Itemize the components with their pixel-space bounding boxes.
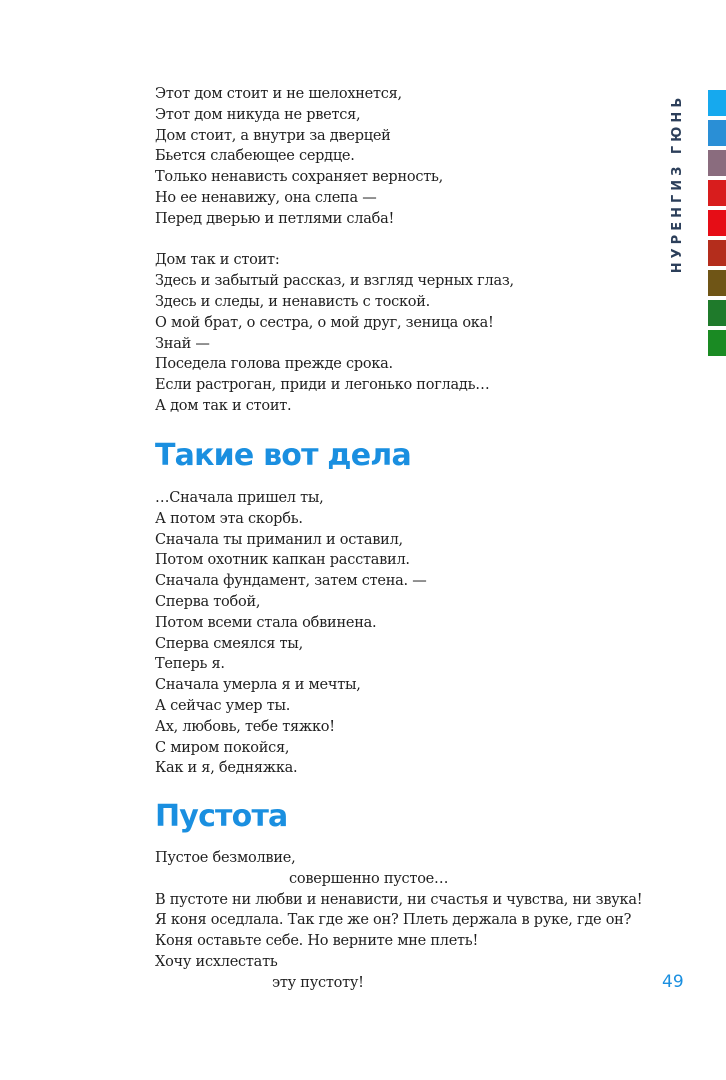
poem-line: В пустоте ни любви и ненависти, ни счастья и чувства, ни звука! <box>155 891 643 908</box>
swatch <box>708 240 726 266</box>
poem-line: Только ненависть сохраняет верность, <box>155 169 443 186</box>
poem-line: Коня оставьте себе. Но верните мне плеть! <box>155 933 479 950</box>
poem-line: Дом стоит, а внутри за дверцей <box>155 127 391 144</box>
poem-line: Сперва смеялся ты, <box>155 635 303 652</box>
poem-line: А дом так и стоит. <box>155 397 292 414</box>
poem-title: Такие вот дела <box>155 438 411 473</box>
poem-line: Бьется слабеющее сердце. <box>155 148 355 165</box>
poem-house <box>155 84 514 417</box>
poem-line: Если растроган, приди и легонько погладь… <box>155 377 490 394</box>
swatch <box>708 300 726 326</box>
poem-line: совершенно пустое… <box>289 870 449 887</box>
swatch <box>708 150 726 176</box>
poem-line: Знай — <box>155 335 210 352</box>
poem-line: С миром покойся, <box>155 739 290 756</box>
color-swatches <box>708 90 726 360</box>
swatch <box>708 90 726 116</box>
poem-line: Хочу исхлестать <box>155 953 278 970</box>
poem-emptiness <box>155 848 642 994</box>
poem-line: Ах, любовь, тебе тяжко! <box>155 718 335 735</box>
poem-line: Этот дом никуда не рвется, <box>155 106 361 123</box>
poem-line: Но ее ненавижу, она слепа — <box>155 189 377 206</box>
poem-line: …Сначала пришел ты, <box>155 490 324 506</box>
poem-line: Поседела голова прежде срока. <box>155 356 393 373</box>
poem-line: Здесь и следы, и ненависть с тоской. <box>155 293 431 310</box>
poem-line: Я коня оседлала. Так где же он? Плеть держала в руке, где он? <box>155 912 632 929</box>
stanza-break <box>155 230 514 251</box>
poem-line: Потом охотник капкан расставил. <box>155 552 410 569</box>
poem-line: эту пустоту! <box>272 974 364 991</box>
swatch <box>708 120 726 146</box>
poem-line: О мой брат, о сестра, о мой друг, зеница ока! <box>155 314 494 331</box>
poem-line: А потом эта скорбь. <box>155 510 303 527</box>
swatch <box>708 330 726 356</box>
poem-line: Дом так и стоит: <box>155 252 280 269</box>
poem-line: Этот дом стоит и не шелохнется, <box>155 86 402 102</box>
poem-line: Перед дверью и петлями слаба! <box>155 210 395 227</box>
page-number: 49 <box>662 972 684 992</box>
swatch <box>708 270 726 296</box>
poem-line: А сейчас умер ты. <box>155 697 291 714</box>
poem-line: Потом всеми стала обвинена. <box>155 614 377 631</box>
poem-line: Сперва тобой, <box>155 593 261 610</box>
poem-line: Как и я, бедняжка. <box>155 760 298 777</box>
author-name: НУРЕНГИЗ ГЮНЬ <box>670 93 686 273</box>
poem-line: Теперь я. <box>155 656 225 673</box>
author-name-vertical <box>664 88 692 278</box>
poem-line: Здесь и забытый рассказ, и взгляд черных глаз, <box>155 273 514 290</box>
poem-title: Пустота <box>155 799 288 834</box>
poem-line: Пустое безмолвие, <box>155 850 296 866</box>
poem-line: Сначала умерла я и мечты, <box>155 677 361 694</box>
poem-such-things <box>155 488 427 779</box>
swatch <box>708 180 726 206</box>
poem-line: Сначала ты приманил и оставил, <box>155 531 403 548</box>
poem-line: Сначала фундамент, затем стена. — <box>155 573 427 590</box>
swatch <box>708 210 726 236</box>
